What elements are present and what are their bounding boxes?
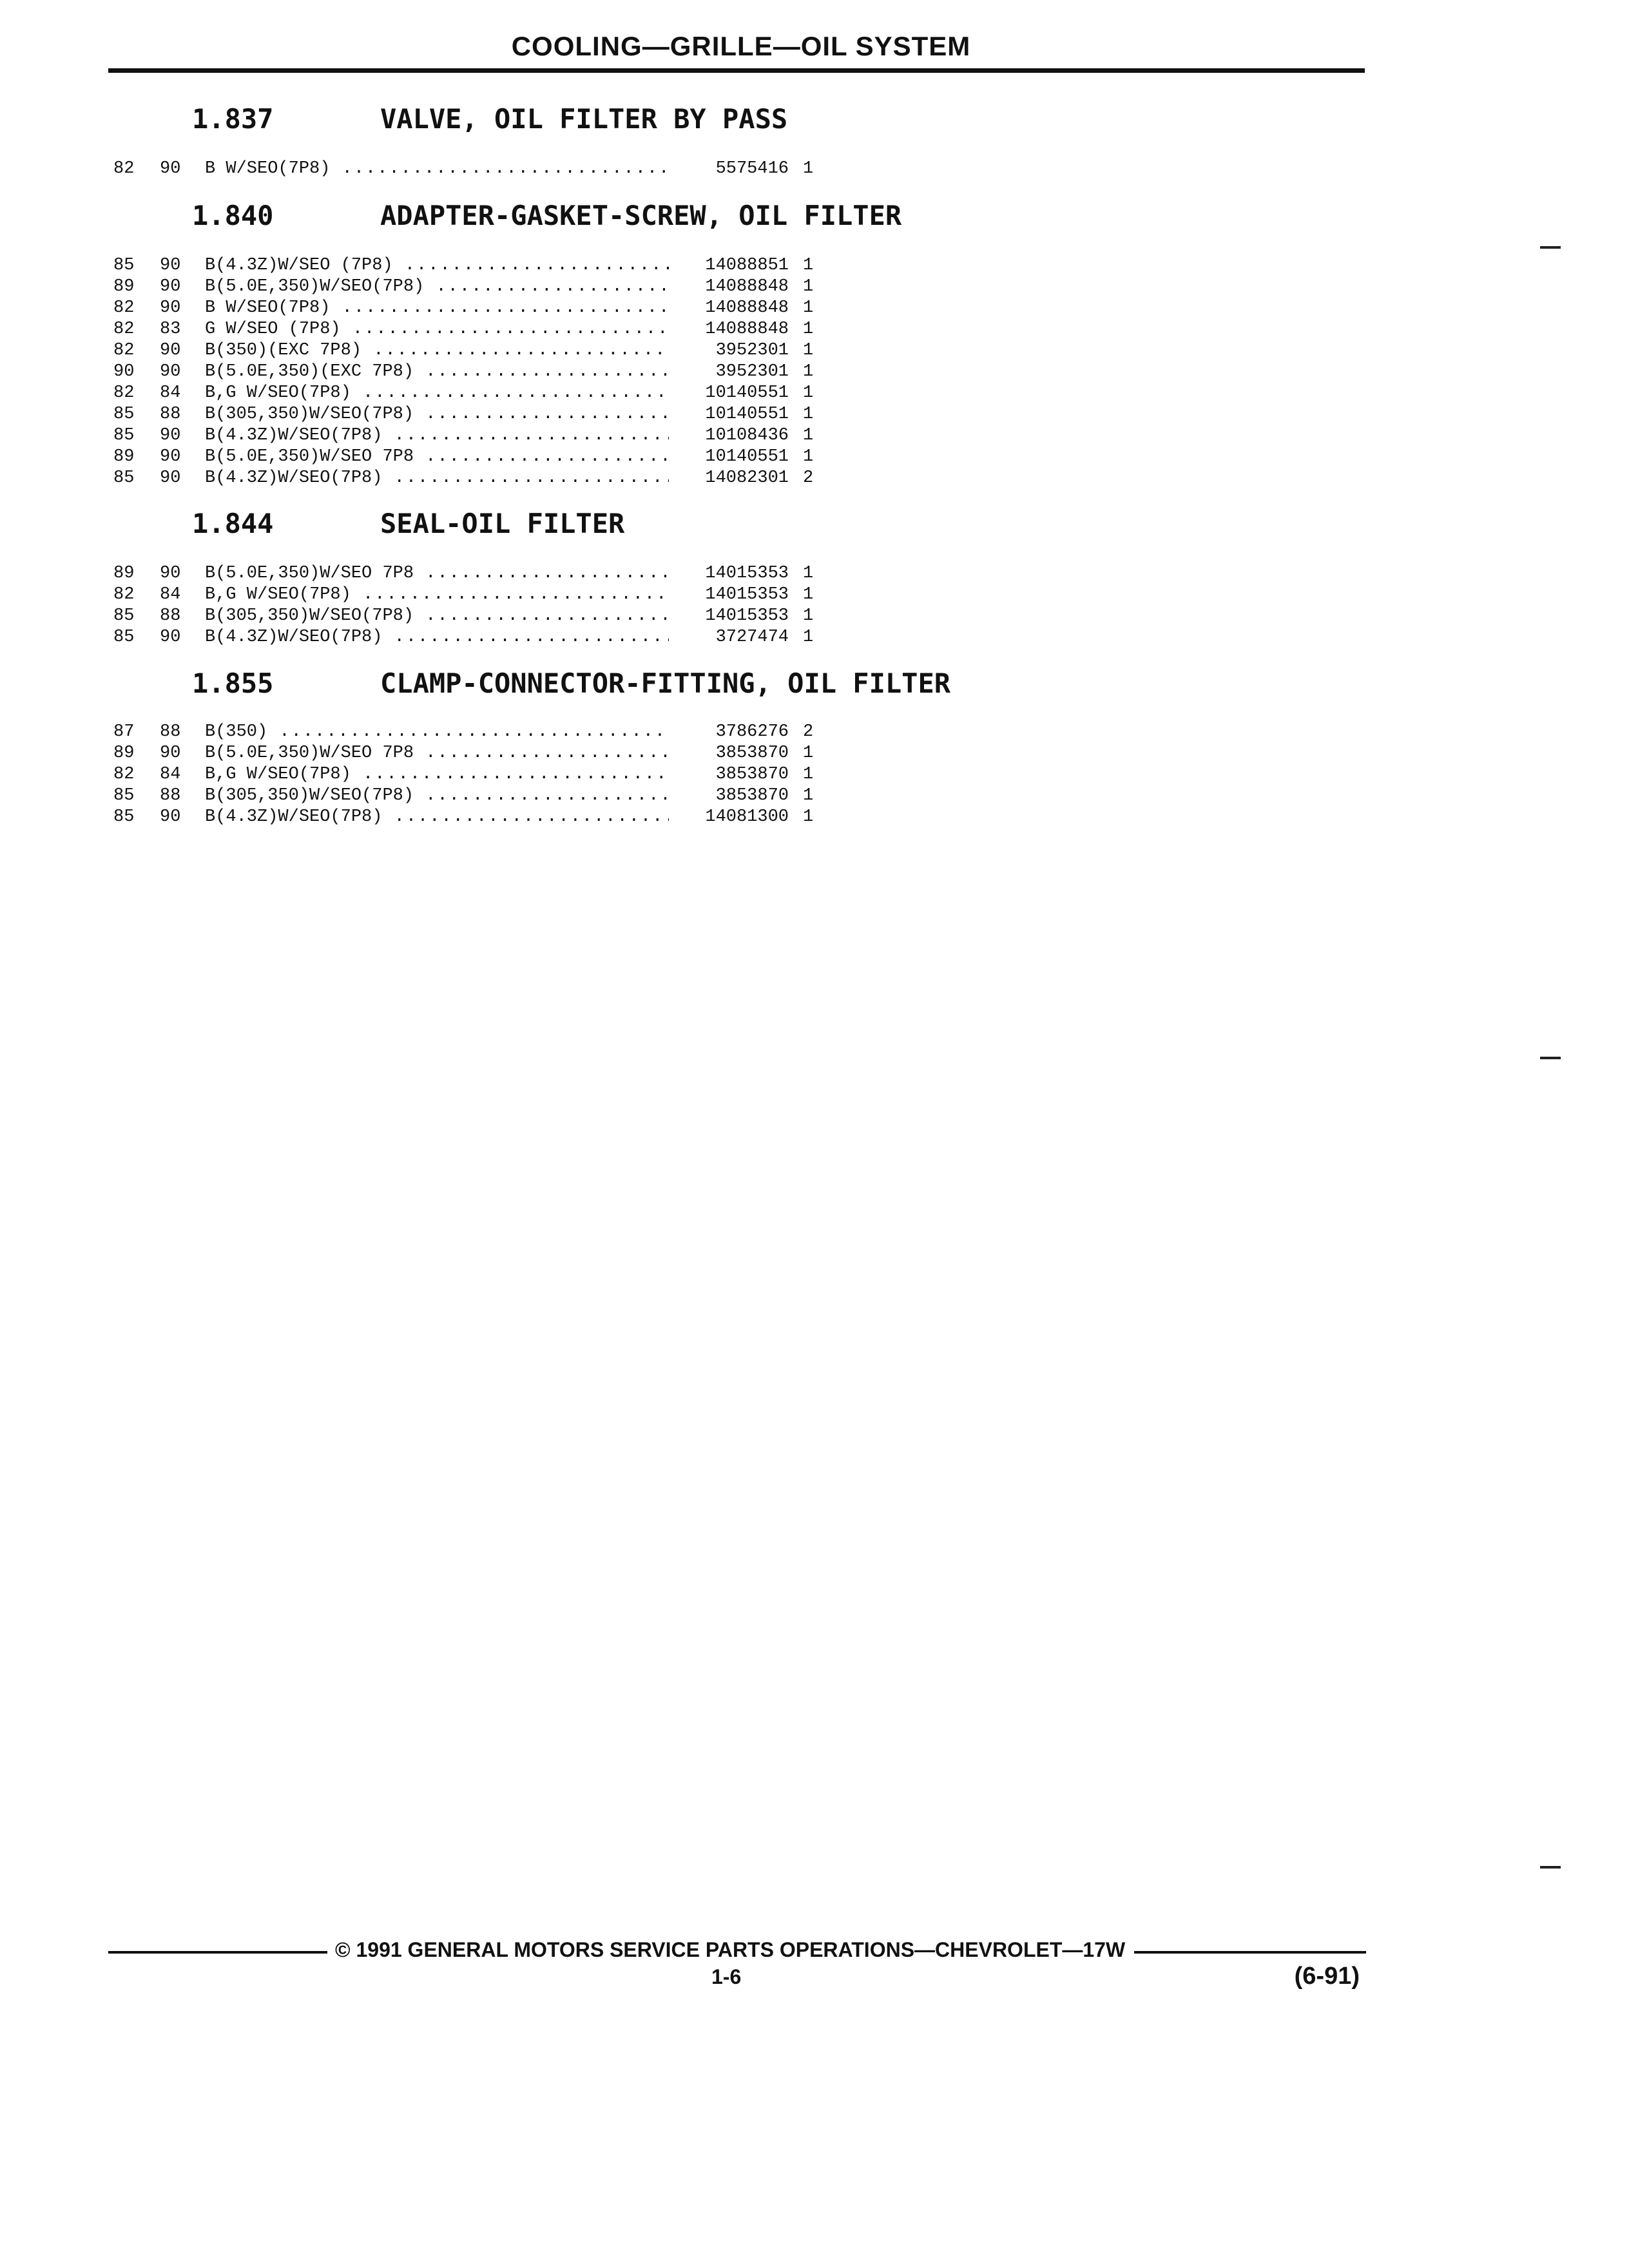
quantity: 1 [803,277,814,296]
section-number: 1.844 [192,508,274,539]
year-to: 83 [160,320,181,339]
quantity: 1 [803,807,814,827]
section-title: VALVE, OIL FILTER BY PASS [380,103,788,135]
part-number: 3853870 [715,786,789,805]
model-usage: B(5.0E,350)W/SEO 7P8 ..... [205,447,669,468]
margin-mark [1540,1866,1561,1869]
year-to: 90 [160,426,181,445]
model-usage: B(5.0E,350)W/SEO 7P8 ..... [205,563,669,584]
year-to: 88 [160,786,181,805]
quantity: 1 [803,564,814,583]
year-to: 90 [160,362,181,381]
year-to: 84 [160,765,181,784]
year-from: 85 [113,426,135,445]
quantity: 1 [803,786,814,805]
date-code: (6-91) [1294,1963,1360,1990]
part-number: 10140551 [705,405,789,424]
model-usage: B(305,350)W/SEO(7P8) ..... [205,606,669,627]
part-number: 3853870 [715,765,789,784]
year-from: 82 [113,298,135,318]
year-from: 82 [113,585,135,604]
year-to: 90 [160,298,181,318]
section-title: CLAMP-CONNECTOR-FITTING, OIL FILTER [380,668,951,699]
part-number: 10140551 [705,447,789,466]
page-number: 1-6 [711,1965,742,1988]
section-heading [192,668,950,699]
section-number: 1.837 [192,103,274,135]
model-usage: B(350)(EXC 7P8) ..... [205,340,669,361]
part-number: 14088848 [705,298,789,318]
year-to: 84 [160,585,181,604]
year-to: 84 [160,383,181,403]
part-number: 14088848 [705,277,789,296]
model-usage: B(350) ..... [205,722,669,743]
footer-rule [1134,1951,1366,1954]
year-to: 88 [160,606,181,626]
quantity: 1 [803,585,814,604]
model-usage: B(5.0E,350)(EXC 7P8) ..... [205,361,669,383]
footer-rule [108,1951,327,1954]
quantity: 1 [803,341,814,360]
margin-mark [1540,246,1561,249]
year-to: 88 [160,722,181,742]
part-number: 5575416 [715,159,789,178]
year-to: 90 [160,744,181,763]
year-to: 90 [160,468,181,488]
part-number: 10140551 [705,383,789,403]
model-usage: B W/SEO(7P8) ..... [205,159,669,180]
part-number: 3952301 [715,341,789,360]
model-usage: B(4.3Z)W/SEO(7P8) ..... [205,425,669,447]
quantity: 1 [803,256,814,275]
year-to: 90 [160,628,181,647]
year-from: 89 [113,277,135,296]
quantity: 2 [803,722,814,742]
part-number: 14082301 [705,468,789,488]
year-from: 87 [113,722,135,742]
quantity: 1 [803,606,814,626]
section-number: 1.855 [192,668,274,699]
year-from: 85 [113,807,135,827]
year-from: 82 [113,320,135,339]
model-usage: B(4.3Z)W/SEO(7P8) ..... [205,807,669,828]
year-from: 89 [113,447,135,466]
year-to: 90 [160,159,181,178]
quantity: 1 [803,362,814,381]
year-from: 89 [113,564,135,583]
quantity: 1 [803,628,814,647]
title-rule [108,68,1365,73]
part-number: 14088851 [705,256,789,275]
year-from: 85 [113,256,135,275]
year-from: 85 [113,786,135,805]
model-usage: G W/SEO (7P8) ..... [205,319,669,340]
section-title: ADAPTER-GASKET-SCREW, OIL FILTER [380,200,902,231]
year-from: 85 [113,468,135,488]
year-from: 82 [113,765,135,784]
model-usage: B(4.3Z)W/SEO (7P8) ..... [205,255,669,276]
year-from: 90 [113,362,135,381]
year-from: 82 [113,159,135,178]
part-number: 3727474 [715,628,789,647]
quantity: 1 [803,405,814,424]
model-usage: B(305,350)W/SEO(7P8) ..... [205,404,669,425]
year-to: 90 [160,807,181,827]
part-number: 3786276 [715,722,789,742]
model-usage: B(4.3Z)W/SEO(7P8) ..... [205,468,669,489]
quantity: 2 [803,468,814,488]
quantity: 1 [803,447,814,466]
year-to: 90 [160,341,181,360]
year-from: 85 [113,405,135,424]
model-usage: B W/SEO(7P8) ..... [205,298,669,319]
model-usage: B(4.3Z)W/SEO(7P8) ..... [205,627,669,648]
year-to: 90 [160,277,181,296]
model-usage: B,G W/SEO(7P8) ..... [205,383,669,404]
part-number: 14015353 [705,585,789,604]
year-from: 82 [113,383,135,403]
year-from: 85 [113,628,135,647]
model-usage: B(5.0E,350)W/SEO(7P8) ..... [205,276,669,298]
section-heading [192,508,624,539]
year-from: 85 [113,606,135,626]
quantity: 1 [803,765,814,784]
part-number: 3853870 [715,744,789,763]
year-to: 90 [160,447,181,466]
model-usage: B,G W/SEO(7P8) ..... [205,584,669,606]
margin-mark [1540,1057,1561,1059]
part-number: 14015353 [705,564,789,583]
section-heading [192,103,787,135]
part-number: 14088848 [705,320,789,339]
year-from: 89 [113,744,135,763]
quantity: 1 [803,383,814,403]
page-title: COOLING—GRILLE—OIL SYSTEM [511,31,971,61]
model-usage: B(5.0E,350)W/SEO 7P8 ..... [205,743,669,764]
part-number: 3952301 [715,362,789,381]
quantity: 1 [803,320,814,339]
year-to: 90 [160,256,181,275]
section-number: 1.840 [192,200,274,231]
quantity: 1 [803,298,814,318]
quantity: 1 [803,426,814,445]
part-number: 10108436 [705,426,789,445]
model-usage: B,G W/SEO(7P8) ..... [205,764,669,785]
section-title: SEAL-OIL FILTER [380,508,625,539]
section-heading [192,200,901,231]
part-number: 14081300 [705,807,789,827]
footer-copyright: © 1991 GENERAL MOTORS SERVICE PARTS OPERATIONS—CHEVROLET—17W [335,1938,1126,1961]
year-to: 90 [160,564,181,583]
quantity: 1 [803,159,814,178]
year-from: 82 [113,341,135,360]
year-to: 88 [160,405,181,424]
model-usage: B(305,350)W/SEO(7P8) ..... [205,785,669,807]
part-number: 14015353 [705,606,789,626]
quantity: 1 [803,744,814,763]
